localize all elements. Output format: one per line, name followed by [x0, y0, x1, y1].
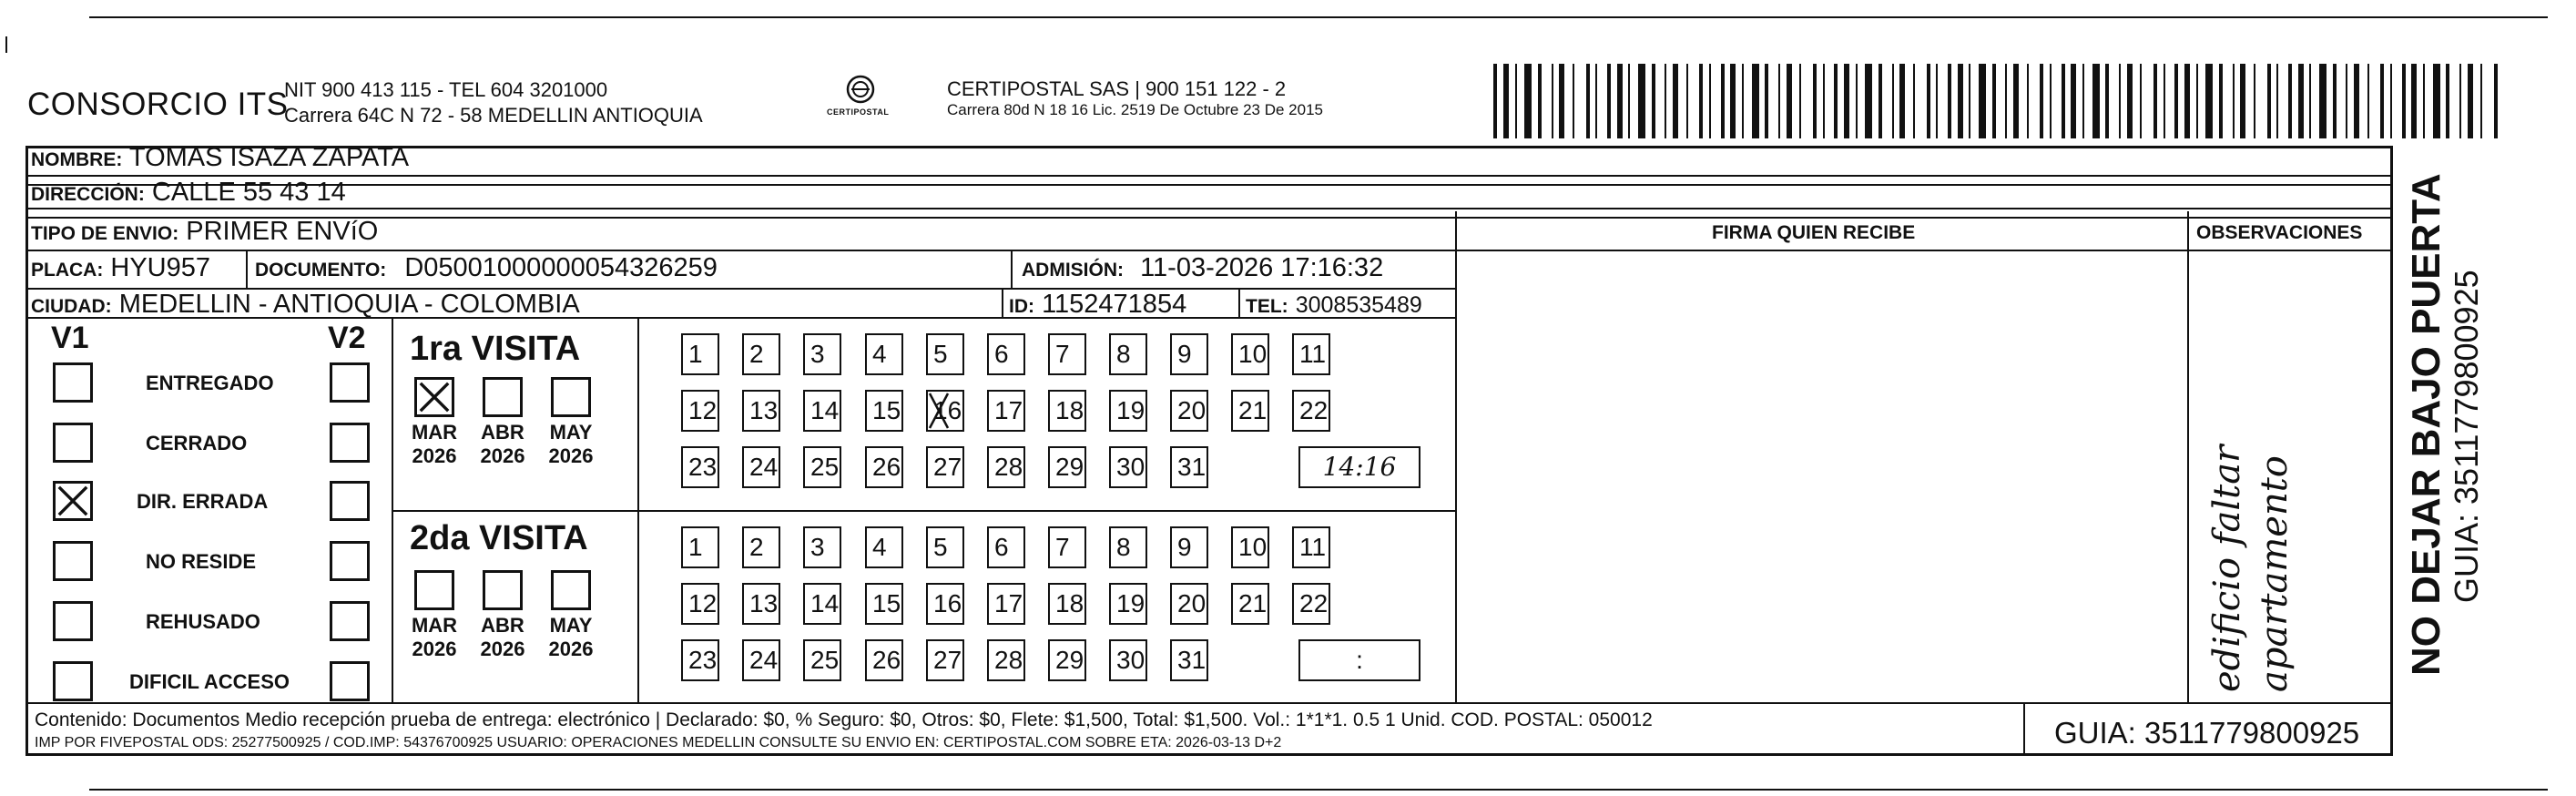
day-box[interactable]: 3 — [803, 333, 841, 375]
day-box[interactable]: 27 — [926, 639, 964, 681]
barcode-bar — [2390, 64, 2392, 138]
v1-checkbox[interactable] — [53, 601, 93, 641]
documento-cell — [255, 253, 718, 283]
day-box[interactable]: 15 — [865, 390, 903, 432]
barcode-bar — [1503, 64, 1509, 138]
top-rule — [89, 16, 2548, 18]
barcode-bar — [1844, 64, 1849, 138]
admision-cell — [1022, 253, 1383, 283]
logo-text: CERTIPOSTAL — [827, 107, 890, 117]
day-box[interactable]: 12 — [681, 583, 719, 625]
barcode-bar — [2480, 64, 2482, 138]
firma-header: FIRMA QUIEN RECIBE — [1712, 222, 1916, 243]
day-box[interactable]: 20 — [1170, 583, 1208, 625]
certipostal-logo — [820, 71, 901, 126]
admision-label: ADMISIÓN: — [1022, 260, 1124, 281]
day-box[interactable]: 6 — [987, 333, 1025, 375]
observations-handwritten: edificio faltar apartamento — [2206, 444, 2296, 692]
v1-checkbox[interactable] — [53, 481, 93, 521]
barcode-bar — [1559, 64, 1564, 138]
day-box[interactable]: 21 — [1231, 390, 1269, 432]
barcode-bar — [1799, 64, 1801, 138]
v2-checkbox[interactable] — [330, 481, 370, 521]
barcode-bar — [2276, 64, 2278, 138]
barcode-bar — [2319, 64, 2327, 138]
status-label: ENTREGADO — [146, 372, 274, 394]
documento-label: DOCUMENTO: — [255, 260, 387, 281]
col-line — [1238, 288, 1240, 319]
barcode-bar — [1742, 64, 1744, 138]
row-line — [25, 175, 2393, 177]
day-box[interactable]: 29 — [1048, 446, 1086, 488]
month-checkbox[interactable] — [483, 377, 523, 417]
day-box[interactable]: 19 — [1109, 583, 1147, 625]
day-box[interactable]: 14 — [803, 390, 841, 432]
tel-value: 3008535489 — [1295, 292, 1422, 318]
direccion-label: DIRECCIÓN: — [31, 184, 145, 205]
day-box[interactable]: 6 — [987, 526, 1025, 568]
certipostal-license: Carrera 80d N 18 16 Lic. 2519 De Octubre 23 De 2015 — [947, 101, 1323, 118]
footer-imp: IMP POR FIVEPOSTAL ODS: 25277500925 / COD.IMP: 54376700925 USUARIO: OPERACIONES MEDELLIN CONSULTE SU ENVIO EN: CERTIPOSTAL.COM SOBRE ETA: 2026-03-13 D+2 — [35, 735, 1282, 750]
tipo-value: PRIMER ENVíO — [186, 217, 379, 246]
barcode-bar — [1969, 64, 1970, 138]
barcode-bar — [1493, 64, 1497, 138]
day-box[interactable]: 30 — [1109, 639, 1147, 681]
certipostal-nit: CERTIPOSTAL SAS | 900 151 122 - 2 — [947, 77, 1287, 100]
barcode-bar — [2164, 64, 2165, 138]
barcode-bar — [1899, 64, 1905, 138]
id-value: 1152471854 — [1042, 290, 1187, 319]
barcode-bar — [2233, 64, 2235, 138]
row-line — [25, 702, 2393, 704]
barcode-bar — [2219, 64, 2223, 138]
time-box[interactable]: 14:16 — [1298, 446, 1420, 488]
tel-label: TEL: — [1246, 296, 1288, 317]
v1-checkbox[interactable] — [53, 362, 93, 403]
barcode-bar — [1823, 64, 1825, 138]
observaciones-header: OBSERVACIONES — [2196, 222, 2363, 243]
day-box[interactable]: 1 — [681, 526, 719, 568]
day-box[interactable]: 5 — [926, 333, 964, 375]
day-box[interactable]: 4 — [865, 333, 903, 375]
day-box[interactable]: 13 — [742, 583, 780, 625]
day-box[interactable]: 5 — [926, 526, 964, 568]
row-line — [25, 184, 2393, 186]
day-box[interactable]: 19 — [1109, 390, 1147, 432]
barcode-bar — [1948, 64, 1951, 138]
barcode-bar — [1586, 64, 1590, 138]
day-number: 16 — [933, 396, 962, 424]
barcode-bar — [2040, 64, 2043, 138]
col-line — [1455, 211, 1457, 703]
barcode-bar — [2468, 64, 2473, 138]
col-line — [246, 251, 248, 288]
v1-checkbox[interactable] — [53, 423, 93, 463]
barcode — [1493, 64, 2500, 138]
company-nit-tel: NIT 900 413 115 - TEL 604 3201000 — [284, 78, 608, 101]
barcode-bar — [2140, 64, 2142, 138]
barcode-bar — [1813, 64, 1817, 138]
barcode-bar — [2402, 64, 2406, 138]
barcode-bar — [1892, 64, 1894, 138]
barcode-bar — [2196, 64, 2198, 138]
ciudad-label: CIUDAD: — [31, 296, 112, 317]
month-label: ABR 2026 — [480, 614, 525, 660]
day-box[interactable]: 18 — [1048, 390, 1086, 432]
day-box[interactable] — [926, 390, 964, 432]
footer-guia: GUIA: 3511779800925 — [2054, 716, 2360, 750]
barcode-bar — [1709, 64, 1711, 138]
day-box[interactable]: 26 — [865, 639, 903, 681]
no-dejar-text: NO DEJAR BAJO PUERTA — [2404, 173, 2449, 676]
barcode-bar — [2027, 64, 2029, 138]
day-box[interactable]: 3 — [803, 526, 841, 568]
day-box[interactable]: 17 — [987, 390, 1025, 432]
v1-checkbox[interactable] — [53, 661, 93, 701]
barcode-bar — [2298, 64, 2304, 138]
barcode-bar — [2423, 64, 2425, 138]
signature-area[interactable] — [1459, 251, 2185, 701]
v2-checkbox[interactable] — [330, 661, 370, 701]
day-box[interactable]: 8 — [1109, 333, 1147, 375]
day-box[interactable]: 28 — [987, 639, 1025, 681]
day-box[interactable]: 25 — [803, 446, 841, 488]
row-line — [25, 217, 2393, 219]
month-label: ABR 2026 — [480, 421, 525, 467]
day-box[interactable]: 30 — [1109, 446, 1147, 488]
day-box[interactable]: 9 — [1170, 333, 1208, 375]
day-box[interactable]: 1 — [681, 333, 719, 375]
month-checkbox[interactable] — [551, 377, 591, 417]
day-box[interactable]: 20 — [1170, 390, 1208, 432]
v2-checkbox[interactable] — [330, 541, 370, 581]
corner-tick — [5, 36, 7, 53]
company-name: CONSORCIO ITS — [27, 87, 289, 122]
ciudad-cell — [31, 290, 580, 320]
placa-cell — [31, 253, 210, 283]
barcode-bar — [1856, 64, 1858, 138]
barcode-bar — [1628, 64, 1630, 138]
day-box[interactable]: 18 — [1048, 583, 1086, 625]
barcode-bar — [2354, 64, 2359, 138]
barcode-bar — [1765, 64, 1768, 138]
month-checkbox[interactable] — [414, 570, 454, 610]
day-box[interactable]: 23 — [681, 639, 719, 681]
barcode-bar — [2367, 64, 2369, 138]
barcode-bar — [1979, 64, 1986, 138]
barcode-bar — [1752, 64, 1759, 138]
barcode-bar — [2240, 64, 2245, 138]
v1-header: V1 — [51, 321, 89, 355]
barcode-bar — [2071, 64, 2076, 138]
tipo-row — [31, 217, 378, 247]
tel-cell — [1246, 290, 1422, 320]
barcode-bar — [2050, 64, 2052, 138]
barcode-bar — [2433, 64, 2440, 138]
visit1-title: 1ra VISITA — [410, 330, 581, 368]
barcode-bar — [1617, 64, 1623, 138]
day-box[interactable]: 11 — [1292, 333, 1330, 375]
col-line — [2023, 704, 2025, 756]
month-label: MAR 2026 — [411, 421, 458, 467]
barcode-bar — [2267, 64, 2271, 138]
barcode-bar — [1607, 64, 1611, 138]
footer-content: Contenido: Documentos Medio recepción prueba de entrega: electrónico | Declarado: $0, % Seguro: $0, Otros: $0, Flete: $1,500, Total: $1,500. Vol.: 1*1*1. 0.5 1 Unid. COD. POSTAL: 050012 — [35, 709, 1653, 730]
day-box[interactable]: 7 — [1048, 526, 1086, 568]
status-label: DIR. ERRADA — [137, 490, 269, 513]
barcode-bar — [2446, 64, 2449, 138]
day-box[interactable]: 21 — [1231, 583, 1269, 625]
day-box[interactable]: 29 — [1048, 639, 1086, 681]
barcode-bar — [2380, 64, 2384, 138]
barcode-bar — [2127, 64, 2133, 138]
barcode-bar — [1913, 64, 1915, 138]
barcode-bar — [1638, 64, 1645, 138]
day-box[interactable]: 25 — [803, 639, 841, 681]
day-box[interactable]: 10 — [1231, 526, 1269, 568]
barcode-bar — [2082, 64, 2084, 138]
id-cell — [1009, 290, 1186, 320]
barcode-bar — [2174, 64, 2178, 138]
nombre-row — [31, 143, 409, 173]
barcode-bar — [1879, 64, 1882, 138]
barcode-bar — [1515, 64, 1517, 138]
barcode-bar — [1573, 64, 1574, 138]
barcode-bar — [2105, 64, 2109, 138]
day-box[interactable]: 22 — [1292, 583, 1330, 625]
direccion-value: CALLE 55 43 14 — [151, 178, 346, 207]
barcode-bar — [2205, 64, 2213, 138]
bottom-rule — [89, 789, 2548, 791]
month-checkbox[interactable] — [551, 570, 591, 610]
barcode-bar — [1665, 64, 1666, 138]
tipo-label: TIPO DE ENVIO: — [31, 223, 179, 244]
day-box[interactable]: 14 — [803, 583, 841, 625]
barcode-bar — [2119, 64, 2121, 138]
barcode-bar — [1958, 64, 1963, 138]
barcode-bar — [2153, 64, 2157, 138]
barcode-bar — [2333, 64, 2337, 138]
day-box[interactable]: 2 — [742, 333, 780, 375]
v1-checkbox[interactable] — [53, 541, 93, 581]
day-box[interactable]: 23 — [681, 446, 719, 488]
status-label: NO RESIDE — [146, 550, 257, 573]
admision-value: 11-03-2026 17:16:32 — [1140, 253, 1384, 282]
barcode-bar — [1673, 64, 1678, 138]
barcode-bar — [2092, 64, 2100, 138]
day-box[interactable]: 26 — [865, 446, 903, 488]
day-box[interactable]: 28 — [987, 446, 1025, 488]
documento-value: D05001000000054326259 — [404, 253, 718, 282]
side-guia-text: GUIA: 3511779800925 — [2448, 270, 2485, 603]
placa-value: HYU957 — [110, 253, 211, 282]
v2-checkbox[interactable] — [330, 601, 370, 641]
day-box[interactable]: 15 — [865, 583, 903, 625]
v2-checkbox[interactable] — [330, 362, 370, 403]
day-box[interactable]: 9 — [1170, 526, 1208, 568]
day-box[interactable]: 24 — [742, 639, 780, 681]
barcode-bar — [2062, 64, 2065, 138]
barcode-bar — [1778, 64, 1780, 138]
nombre-label: NOMBRE: — [31, 149, 123, 170]
day-box[interactable]: 2 — [742, 526, 780, 568]
row-line — [392, 510, 1457, 512]
month-checkbox[interactable] — [414, 377, 454, 417]
time-box[interactable]: : — [1298, 639, 1420, 681]
month-label: MAY 2026 — [548, 421, 594, 467]
day-box[interactable]: 16 — [926, 583, 964, 625]
barcode-bar — [2346, 64, 2347, 138]
status-label: REHUSADO — [146, 610, 260, 633]
row-line — [25, 208, 2393, 209]
certipostal-logo-icon — [820, 71, 901, 126]
company-address: Carrera 64C N 72 - 58 MEDELLIN ANTIOQUIA — [284, 104, 703, 127]
col-line — [1011, 251, 1013, 288]
day-box[interactable]: 31 — [1170, 639, 1208, 681]
barcode-bar — [1834, 64, 1838, 138]
status-label: DIFICIL ACCESO — [129, 670, 290, 693]
x-mark-icon — [417, 380, 452, 414]
col-line — [2187, 211, 2189, 703]
barcode-bar — [1865, 64, 1872, 138]
ciudad-value: MEDELLIN - ANTIOQUIA - COLOMBIA — [118, 290, 580, 319]
barcode-bar — [1552, 64, 1553, 138]
day-box[interactable]: 13 — [742, 390, 780, 432]
visit2-title: 2da VISITA — [410, 519, 588, 557]
day-box[interactable]: 12 — [681, 390, 719, 432]
month-label: MAR 2026 — [411, 614, 458, 660]
v2-checkbox[interactable] — [330, 423, 370, 463]
day-box[interactable]: 7 — [1048, 333, 1086, 375]
barcode-bar — [2288, 64, 2292, 138]
x-mark-icon — [56, 484, 90, 518]
barcode-bar — [1595, 64, 1597, 138]
barcode-bar — [1652, 64, 1655, 138]
barcode-bar — [2254, 64, 2255, 138]
barcode-bar — [2494, 64, 2498, 138]
day-box[interactable]: 24 — [742, 446, 780, 488]
barcode-bar — [1992, 64, 1996, 138]
company-info — [284, 77, 703, 128]
day-box[interactable]: 11 — [1292, 526, 1330, 568]
v2-header: V2 — [328, 321, 366, 355]
barcode-bar — [2459, 64, 2461, 138]
day-box[interactable]: 8 — [1109, 526, 1147, 568]
day-box[interactable]: 22 — [1292, 390, 1330, 432]
barcode-bar — [2013, 64, 2019, 138]
barcode-bar — [1936, 64, 1938, 138]
barcode-bar — [1927, 64, 1930, 138]
day-box[interactable]: 4 — [865, 526, 903, 568]
day-box[interactable]: 27 — [926, 446, 964, 488]
day-box[interactable]: 31 — [1170, 446, 1208, 488]
certipostal-info — [947, 77, 1323, 119]
barcode-bar — [1524, 64, 1532, 138]
barcode-bar — [2411, 64, 2417, 138]
nombre-value: TOMAS ISAZA ZAPATA — [128, 143, 410, 172]
day-box[interactable]: 10 — [1231, 333, 1269, 375]
month-checkbox[interactable] — [483, 570, 523, 610]
col-line — [1002, 288, 1003, 319]
barcode-bar — [1721, 64, 1725, 138]
barcode-bar — [1699, 64, 1703, 138]
month-label: MAY 2026 — [548, 614, 594, 660]
barcode-bar — [1787, 64, 1792, 138]
status-label: CERRADO — [146, 432, 248, 454]
barcode-bar — [1538, 64, 1542, 138]
barcode-bar — [2184, 64, 2190, 138]
placa-label: PLACA: — [31, 260, 104, 281]
day-box[interactable]: 17 — [987, 583, 1025, 625]
id-label: ID: — [1009, 296, 1034, 317]
direccion-row — [31, 178, 346, 208]
x-mark-icon — [926, 390, 964, 432]
barcode-bar — [2005, 64, 2007, 138]
barcode-bar — [1730, 64, 1736, 138]
barcode-bar — [1686, 64, 1688, 138]
barcode-bar — [2309, 64, 2311, 138]
